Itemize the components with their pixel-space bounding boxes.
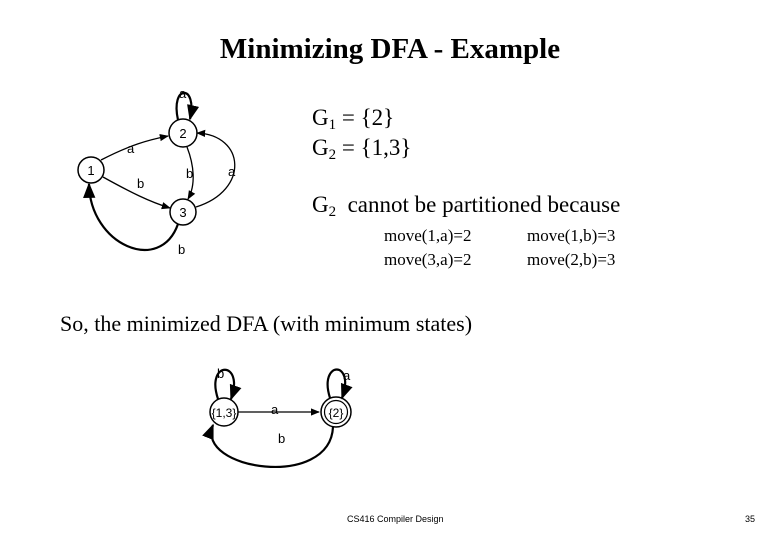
label-1-2: a (127, 141, 135, 156)
label-13-2: a (271, 402, 279, 417)
state-2-min-label: {2} (328, 406, 344, 420)
minimized-dfa (210, 366, 351, 467)
group-g2: $G_2 = \{1,3\}$ (312, 135, 412, 163)
label-loop13: b (217, 366, 225, 381)
move-1a: move(1,a)=2 (384, 226, 472, 245)
label-3-1: b (178, 242, 186, 257)
partition-note: $G_2$ cannot be partitioned because (312, 192, 621, 220)
move-3a: move(3,a)=2 (384, 250, 472, 269)
state-3-label: 3 (179, 205, 187, 220)
footer-course: CS416 Compiler Design (347, 514, 444, 524)
move-2b: move(2,b)=3 (527, 250, 616, 269)
label-3-2: a (228, 164, 236, 179)
label-1-3: b (137, 176, 145, 191)
state-2-label: 2 (179, 126, 187, 141)
label-2-13: b (278, 431, 286, 446)
state-13-label: {1,3} (211, 406, 237, 420)
edge-3-1 (89, 184, 178, 250)
label-2-3: b (186, 166, 194, 181)
conclusion-text: So, the minimized DFA (with minimum states) (60, 311, 473, 336)
label-loop2: a (179, 86, 187, 101)
slide-title: Minimizing DFA - Example (219, 33, 561, 65)
edge-1-2 (101, 136, 168, 160)
group-g1: $G_1 = \{2\}$ (312, 105, 395, 133)
state-1-label: 1 (87, 163, 95, 178)
label-loop2-min: a (343, 368, 351, 383)
move-1b: move(1,b)=3 (527, 226, 616, 245)
edge-2-13 (211, 425, 333, 467)
original-dfa (78, 86, 236, 257)
footer-page-number: 35 (745, 514, 756, 524)
